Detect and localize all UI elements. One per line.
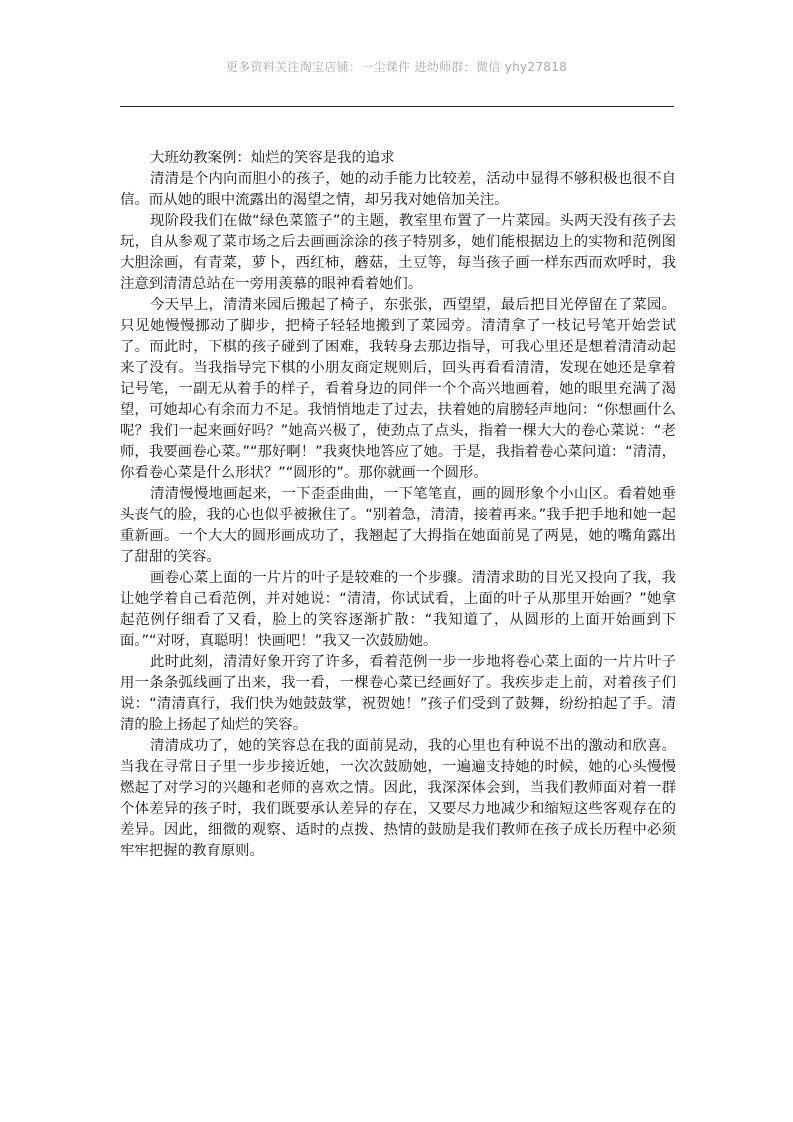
page-header: 更多资料关注淘宝店铺：一尘课件 进幼师群：微信 yhy27818 xyxy=(225,60,568,74)
paragraph: 清清成功了，她的笑容总在我的面前晃动，我的心里也有种说不出的激动和欣喜。当我在寻常日子里一步步接近她，一次次鼓励她，一遍遍支持她的时候，她的心头慢慢燃起了对学习的兴趣和老师的喜欢之情。因此，我深深体会到，当我们教师面对着一群个体差异的孩子时，我们既要承认差异的存在，又要尽力地减少和缩短这些客观存在的差异。因此，细微的观察、适时的点拨、热情的鼓励是我们教师在孩子成长历程中必须牢牢把握的教育原则。 xyxy=(120,738,676,859)
document-body xyxy=(120,148,676,862)
paragraph: 此时此刻，清清好象开窍了许多，看着范例一步一步地将卷心菜上面的一片片叶子用一条条弧线画了出来，我一看，一棵卷心菜已经画好了。我疾步走上前，对着孩子们说：“清清真行，我们快为她鼓鼓掌，祝贺她！”孩子们受到了鼓舞，纷纷拍起了手。清清的脸上扬起了灿烂的笑容。 xyxy=(120,654,676,733)
paragraph: 清清慢慢地画起来，一下歪歪曲曲，一下笔笔直，画的圆形象个小山区。看着她垂头丧气的脸，我的心也似乎被揪住了。“别着急，清清，接着再来。”我手把手地和她一起重新画。一个大大的圆形画成功了，我翘起了大拇指在她面前晃了两晃，她的嘴角露出了甜甜的笑容。 xyxy=(120,486,676,565)
header-divider xyxy=(120,106,674,107)
paragraph: 画卷心菜上面的一片片的叶子是较难的一个步骤。清清求助的目光又投向了我，我让她学着自己看范例，并对她说：“清清，你试试看，上面的叶子从那里开始画？”她拿起范例仔细看了又看，脸上的笑容逐渐扩散：“我知道了，从圆形的上面开始画到下面。”“对呀，真聪明！快画吧！”我又一次鼓励她。 xyxy=(120,570,676,649)
paragraph: 清清是个内向而胆小的孩子，她的动手能力比较差，活动中显得不够积极也很不自信。而从她的眼中流露出的渴望之情，却另我对她倍加关注。 xyxy=(120,171,676,208)
paragraph: 今天早上，清清来园后搬起了椅子，东张张，西望望，最后把目光停留在了菜园。只见她慢慢挪动了脚步，把椅子轻轻地搬到了菜园旁。清清拿了一枝记号笔开始尝试了。而此时，下棋的孩子碰到了困难，我转身去那边指导，可我心里还是想着清清动起来了没有。当我指导完下棋的小朋友商定规则后，回头再看看清清，发现在她还是拿着记号笔，一副无从着手的样子，看着身边的同伴一个个高兴地画着，她的眼里充满了渴望，可她却心有余而力不足。我悄悄地走了过去，扶着她的肩膀轻声地问：“你想画什么呢？我们一起来画好吗？”她高兴极了，使劲点了点头，指着一棵大大的卷心菜说：“老师，我要画卷心菜。”“那好啊！”我爽快地答应了她。于是，我指着卷心菜问道：“清清，你看卷心菜是什么形状？”“圆形的”。那你就画一个圆形。 xyxy=(120,297,676,481)
document-title: 大班幼教案例：灿烂的笑容是我的追求 xyxy=(150,150,395,166)
paragraph: 现阶段我们在做“绿色菜篮子”的主题，教室里布置了一片菜园。头两天没有孩子去玩，自从参观了菜市场之后去画画涂涂的孩子特别多，她们能根据边上的实物和范例图大胆涂画，有青菜，萝卜，西红柿，蘑菇，土豆等，每当孩子画一样东西而欢呼时，我注意到清清总站在一旁用羡慕的眼神看着她们。 xyxy=(120,213,676,292)
